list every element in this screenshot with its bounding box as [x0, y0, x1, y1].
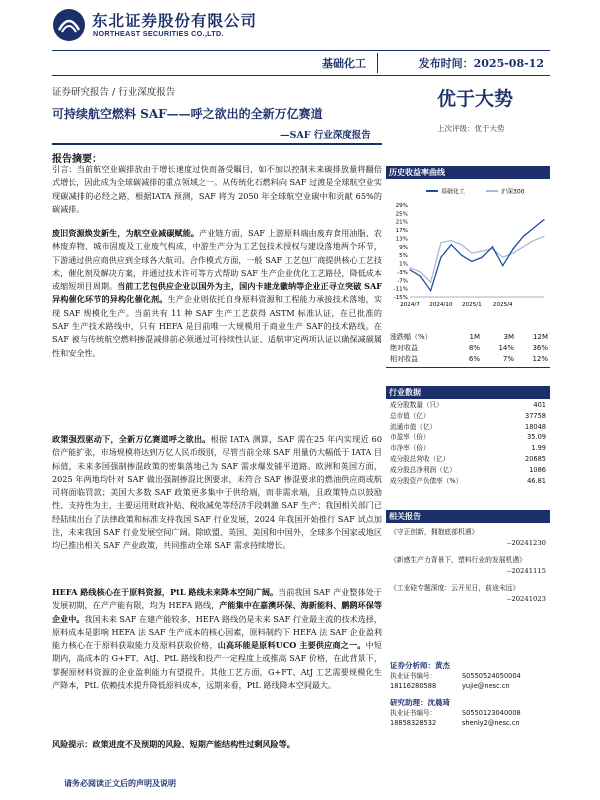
- industry-data-row: [390, 432, 546, 443]
- rating-current: 优于大势: [437, 88, 514, 110]
- perf-table-cell: 1M: [469, 333, 480, 341]
- y-tick-label: 21%: [395, 219, 408, 226]
- analyst-contact-field: 18858328532: [390, 719, 437, 727]
- paragraph-route-highlight-2: 山高环能是原料UCO 主要供应商之一。: [217, 640, 366, 651]
- analyst-contact-field: shenly2@nesc.cn: [462, 719, 520, 727]
- paragraph-industry-chain-text: 产业链方面，SAF 上游原料端由废弃食用油脂、农林废弃物、城市固废及工业废气构成，中游生产分为工艺包技术授权与建设落地两个环节，下游通过供应商供应到全球各大航司。合作模式方面，一般 SAF 工艺包厂商提供核心工艺技术，催化剂及解决方案，并通过技术许可等方式帮助 SAF 生产企业优化工艺路径，降低成本或缩短项目周期。: [52, 228, 382, 292]
- y-tick-label: 5%: [399, 253, 408, 260]
- series-point: [430, 290, 431, 291]
- y-tick-label: 29%: [395, 203, 408, 209]
- series-point: [543, 236, 544, 237]
- perf-table-cell: 相对收益: [390, 355, 418, 363]
- industry-data-row: [390, 411, 546, 422]
- series-point: [512, 252, 513, 253]
- series-line: [410, 220, 544, 291]
- industry-data-row: [390, 422, 546, 433]
- y-tick-label: 13%: [395, 236, 408, 243]
- industry-data-label: 市盈率（倍）: [390, 433, 430, 442]
- paragraph-industry-chain-lead: 废旧资源焕发新生，为航空业减碳赋能。: [52, 228, 200, 238]
- series-point: [420, 271, 421, 272]
- perf-table-cell: 36%: [532, 344, 548, 352]
- analyst-contact-field: S0550524050004: [462, 672, 521, 680]
- industry-data-row: [390, 465, 546, 476]
- analyst-contact-field: 18116280588: [390, 682, 437, 690]
- industry-data-value: 401: [533, 401, 546, 409]
- series-point: [409, 267, 410, 268]
- paragraph-route-lead: HEFA 路线核心在于原料资源，PtL 路线未来降本空间广阔。: [52, 587, 279, 597]
- analyst-section: [386, 660, 550, 728]
- y-tick-label: 17%: [395, 228, 408, 235]
- analyst-name: 证券分析师：黄杰: [390, 661, 450, 670]
- summary-heading: 报告摘要：: [52, 154, 102, 165]
- paragraph-policy: [52, 433, 382, 553]
- industry-data-value: 1.99: [531, 444, 546, 453]
- related-reports-header: 相关报告: [386, 510, 550, 523]
- series-point: [502, 265, 503, 266]
- series-point: [533, 240, 534, 241]
- series-point: [512, 248, 513, 249]
- perf-table-rule: [386, 367, 550, 368]
- industry-data-label: 成分股资产负债率（%）: [390, 476, 463, 485]
- series-point: [440, 257, 441, 258]
- industry-data-value: 1086: [529, 465, 546, 474]
- perf-table-cell: 14%: [498, 344, 514, 352]
- analyst-contact-row: [390, 671, 546, 681]
- paragraph-intro-text: 引言：当前航空业碳排放由于增长速度过快而备受瞩目，如不加以控制未来碳排放量将翻倍式增长，因此成为全球碳减排的重点领域之一。从传统化石燃料向 SAF 过渡是全球航空业实现碳减排的必经之路，根据IATA 预测，SAF 将为 2050 年全球航空业碳中和贡献 65%的碳减排。: [52, 164, 382, 214]
- related-report-link[interactable]: 《新感生产力背景下，塑料行业的发展机遇》: [390, 556, 526, 564]
- company-logo-icon: [52, 8, 86, 42]
- perf-table-row: [390, 343, 550, 354]
- paragraph-risk: [52, 738, 382, 751]
- industry-data-label: 成分股数量（只）: [390, 401, 443, 409]
- x-tick-label: 2024/10: [429, 302, 453, 308]
- paragraph-industry-chain: [52, 227, 382, 360]
- perf-table-cell: 涨跌幅（%）: [390, 333, 432, 341]
- x-tick-label: 2025/4: [492, 302, 513, 308]
- breadcrumb: 证券研究报告 / 行业深度报告: [52, 87, 176, 98]
- paragraph-policy-text: 根据 IATA 测算，SAF 需在25 年内实现近 60 倍产能扩张，市场规模将达到万亿人民币级别，尽管当前全球 SAF 用量仍大幅低于 IATA 目标值，未来多国强制掺混政策的密集落地己为 SAF 需求爆发铺平道路。欧洲和英国方面，2025 年两地均针对 SAF 做出强制掺混比例要求，未符合 SAF 掺混要求的燃油供应商或航司将面临罚款；美国大多数 SAF 政策更多集中于供给端，而非需求端，且政策特点以鼓励性、支持性为主，主要运用财政补贴、税收减免等经济手段刺激 SAF 生产；我国相关部门已经陆续出台了法律政策和标准支持我国 SAF 行业发展，2024 年我国开始推行 SAF 试点加注，未来我国 SAF 行业发展空间广阔。除欧盟、英国、美国和中国外，全球多个国家或地区均已推出相关 SAF 产业政策，共同推动全球 SAF 需求持续增长。: [52, 434, 382, 551]
- risk-warning: 风险提示：政策进度不及预期的风险、短期产能结构性过剩风险等。: [52, 739, 295, 749]
- series-point: [482, 257, 483, 258]
- perf-table-cell: 绝对收益: [390, 344, 418, 352]
- paragraph-route-text-2: 我国未来 SAF 在建产能较多，HEFA 路线仍是未来 SAF 行业最主流的技术选择，原料成本是影响 HEFA 法 SAF 生产成本的核心因素，原料制约下 HEFA 法 SAF 企业盈利能力核心在于原料获取能力及原料获取价格，: [52, 613, 382, 651]
- perf-table-header: [390, 332, 550, 343]
- series-point: [451, 244, 452, 245]
- series-point: [533, 227, 534, 228]
- industry-data-value: 46.81: [527, 476, 546, 485]
- series-point: [409, 269, 410, 270]
- perf-table-cell: 6%: [468, 355, 480, 363]
- industry-data-row: [390, 454, 546, 465]
- industry-data-value: 18048: [525, 422, 546, 431]
- series-point: [430, 282, 431, 283]
- paragraph-route-text: 当前我国 SAF 产业整体处于发展初期，在产产能有限，均为 HEFA 路线，: [52, 587, 382, 611]
- perf-table-cell: 12%: [532, 355, 548, 363]
- analyst-contact-field: S0550123040008: [462, 709, 521, 717]
- paragraph-route-text-3: 中短期内，高成本的 G+FT、AtJ、PtL 路线和投产一定程度上或推高 SAF 价格，在此背景下，掌握原材料资源的企业盈利能力有望提升。其他工艺方面，G+FT、AtJ 工艺需要规模化生产降本，PtL 依赖技术提升降低原料成本，远期来看，PtL 路线降本空间最大。: [52, 640, 382, 691]
- publish-date: 发布时间：2025-08-12: [418, 57, 544, 70]
- industry-data-row: [390, 443, 546, 454]
- related-reports-list: [386, 527, 550, 611]
- series-point: [523, 246, 524, 247]
- legend-label-index: 沪深300: [501, 188, 525, 196]
- series-point: [482, 250, 483, 251]
- y-tick-label: 25%: [395, 211, 408, 218]
- series-point: [451, 240, 452, 241]
- paragraph-route-highlight: 产能集中在嘉澳环保、海新能科、鹏鹞环保等企业中。: [52, 600, 382, 624]
- report-title: 可持续航空燃料 SAF——呼之欲出的全新万亿赛道: [52, 107, 323, 121]
- x-tick-label: 2025/1: [462, 302, 482, 308]
- y-tick-label: -3%: [397, 269, 408, 276]
- perf-table-cell: 12M: [533, 333, 548, 341]
- perf-table-cell: 8%: [468, 344, 480, 352]
- industry-data-label: 流通市值（亿）: [390, 422, 437, 431]
- industry-data-header: 行业数据: [386, 386, 550, 399]
- series-point: [471, 252, 472, 253]
- y-tick-label: 1%: [399, 261, 408, 268]
- related-report-link[interactable]: 《守正创新，拥抱底部机遇》: [390, 528, 479, 536]
- analyst-contact-field: 执业证书编号：: [390, 672, 437, 680]
- perf-table-row: [390, 354, 550, 365]
- perf-table-cell: 3M: [503, 333, 514, 341]
- analyst-contact-field: 执业证书编号：: [390, 709, 437, 717]
- company-name-cn: 东北证券股份有限公司: [92, 12, 258, 30]
- series-point: [420, 275, 421, 276]
- series-point: [440, 242, 441, 243]
- report-subtitle: —SAF 行业深度报告: [280, 130, 371, 141]
- perf-chart: [386, 183, 550, 313]
- related-report-date: --20241023: [506, 595, 546, 603]
- series-point: [543, 219, 544, 220]
- perf-chart-header: 历史收益率曲线: [386, 166, 550, 179]
- industry-data-row: [390, 400, 546, 411]
- analyst-contact-row: [390, 708, 546, 718]
- rating-previous: 上次评级：优于大势: [437, 124, 505, 133]
- title-rule: [52, 143, 382, 145]
- series-point: [492, 246, 493, 247]
- industry-label: 基础化工: [322, 57, 366, 70]
- series-point: [523, 236, 524, 237]
- paragraph-intro: [52, 163, 382, 216]
- industry-data-row: [390, 476, 546, 487]
- related-report-link[interactable]: 《工业硅专题深度：云开见日，前途未远》: [390, 584, 520, 592]
- header-bar: [52, 50, 550, 76]
- industry-data-label: 市净率（倍）: [390, 444, 430, 453]
- perf-table-cell: 7%: [502, 355, 514, 363]
- series-point: [502, 257, 503, 258]
- analyst-contact-row: [390, 681, 546, 691]
- legend-label-sector: 基础化工: [441, 188, 466, 196]
- series-point: [461, 244, 462, 245]
- paragraph-route: [52, 586, 382, 692]
- x-tick-label: 2024/7: [400, 302, 420, 308]
- y-tick-label: -7%: [397, 278, 408, 285]
- y-tick-label: 9%: [399, 244, 408, 251]
- header-divider: [377, 53, 378, 73]
- industry-data-label: 成分股总营收（亿）: [390, 454, 450, 463]
- analyst-name: 研究助理：沈晨琦: [390, 698, 450, 707]
- y-tick-label: -11%: [393, 286, 408, 293]
- industry-data-label: 总市值（亿）: [390, 411, 430, 420]
- analyst-contact-row: [390, 718, 546, 728]
- paragraph-industry-chain-text-2: 生产企业则依托自身原料资源和工程能力承接技术落地，实现 SAF 规模化生产。当前共有 11 种 SAF 生产工艺获得 ASTM 标准认证，在已批准的SAF 生产技术路线中，只有 HEFA 是目前唯一大规模用于商业生产 SAF的技术路线。在 SAF 被与传统航空燃料掺混减排前必须通过可持续性认证、适航审定两项认证以确保减碳属性和安全性。: [52, 294, 382, 358]
- industry-data-value: 37758: [525, 411, 546, 420]
- industry-data-value: 35.09: [527, 433, 546, 442]
- paragraph-policy-lead: 政策强烈驱动下，全新万亿赛道呼之欲出。: [52, 434, 211, 444]
- industry-data-list: [386, 400, 550, 486]
- related-report-date: --20241230: [506, 539, 546, 547]
- paragraph-industry-chain-highlight: 当前工艺包供应企业以国外为主，国内卡建龙徽纳等企业正寻立突破 SAF 异构催化环节的异构化催化剂。: [52, 281, 382, 305]
- company-name-en: NORTHEAST SECURITIES CO.,LTD.: [93, 29, 224, 38]
- industry-data-value: 20685: [525, 454, 546, 463]
- industry-data-label: 成分股总净利润（亿）: [390, 465, 456, 474]
- perf-table: [390, 332, 550, 365]
- series-point: [461, 255, 462, 256]
- analyst-contact-field: yujie@nesc.cn: [462, 682, 510, 690]
- related-report-date: --20241115: [506, 567, 546, 575]
- footer-disclaimer: 请务必阅读正文后的声明及说明: [64, 778, 176, 788]
- y-tick-label: -15%: [393, 295, 408, 301]
- series-point: [471, 261, 472, 262]
